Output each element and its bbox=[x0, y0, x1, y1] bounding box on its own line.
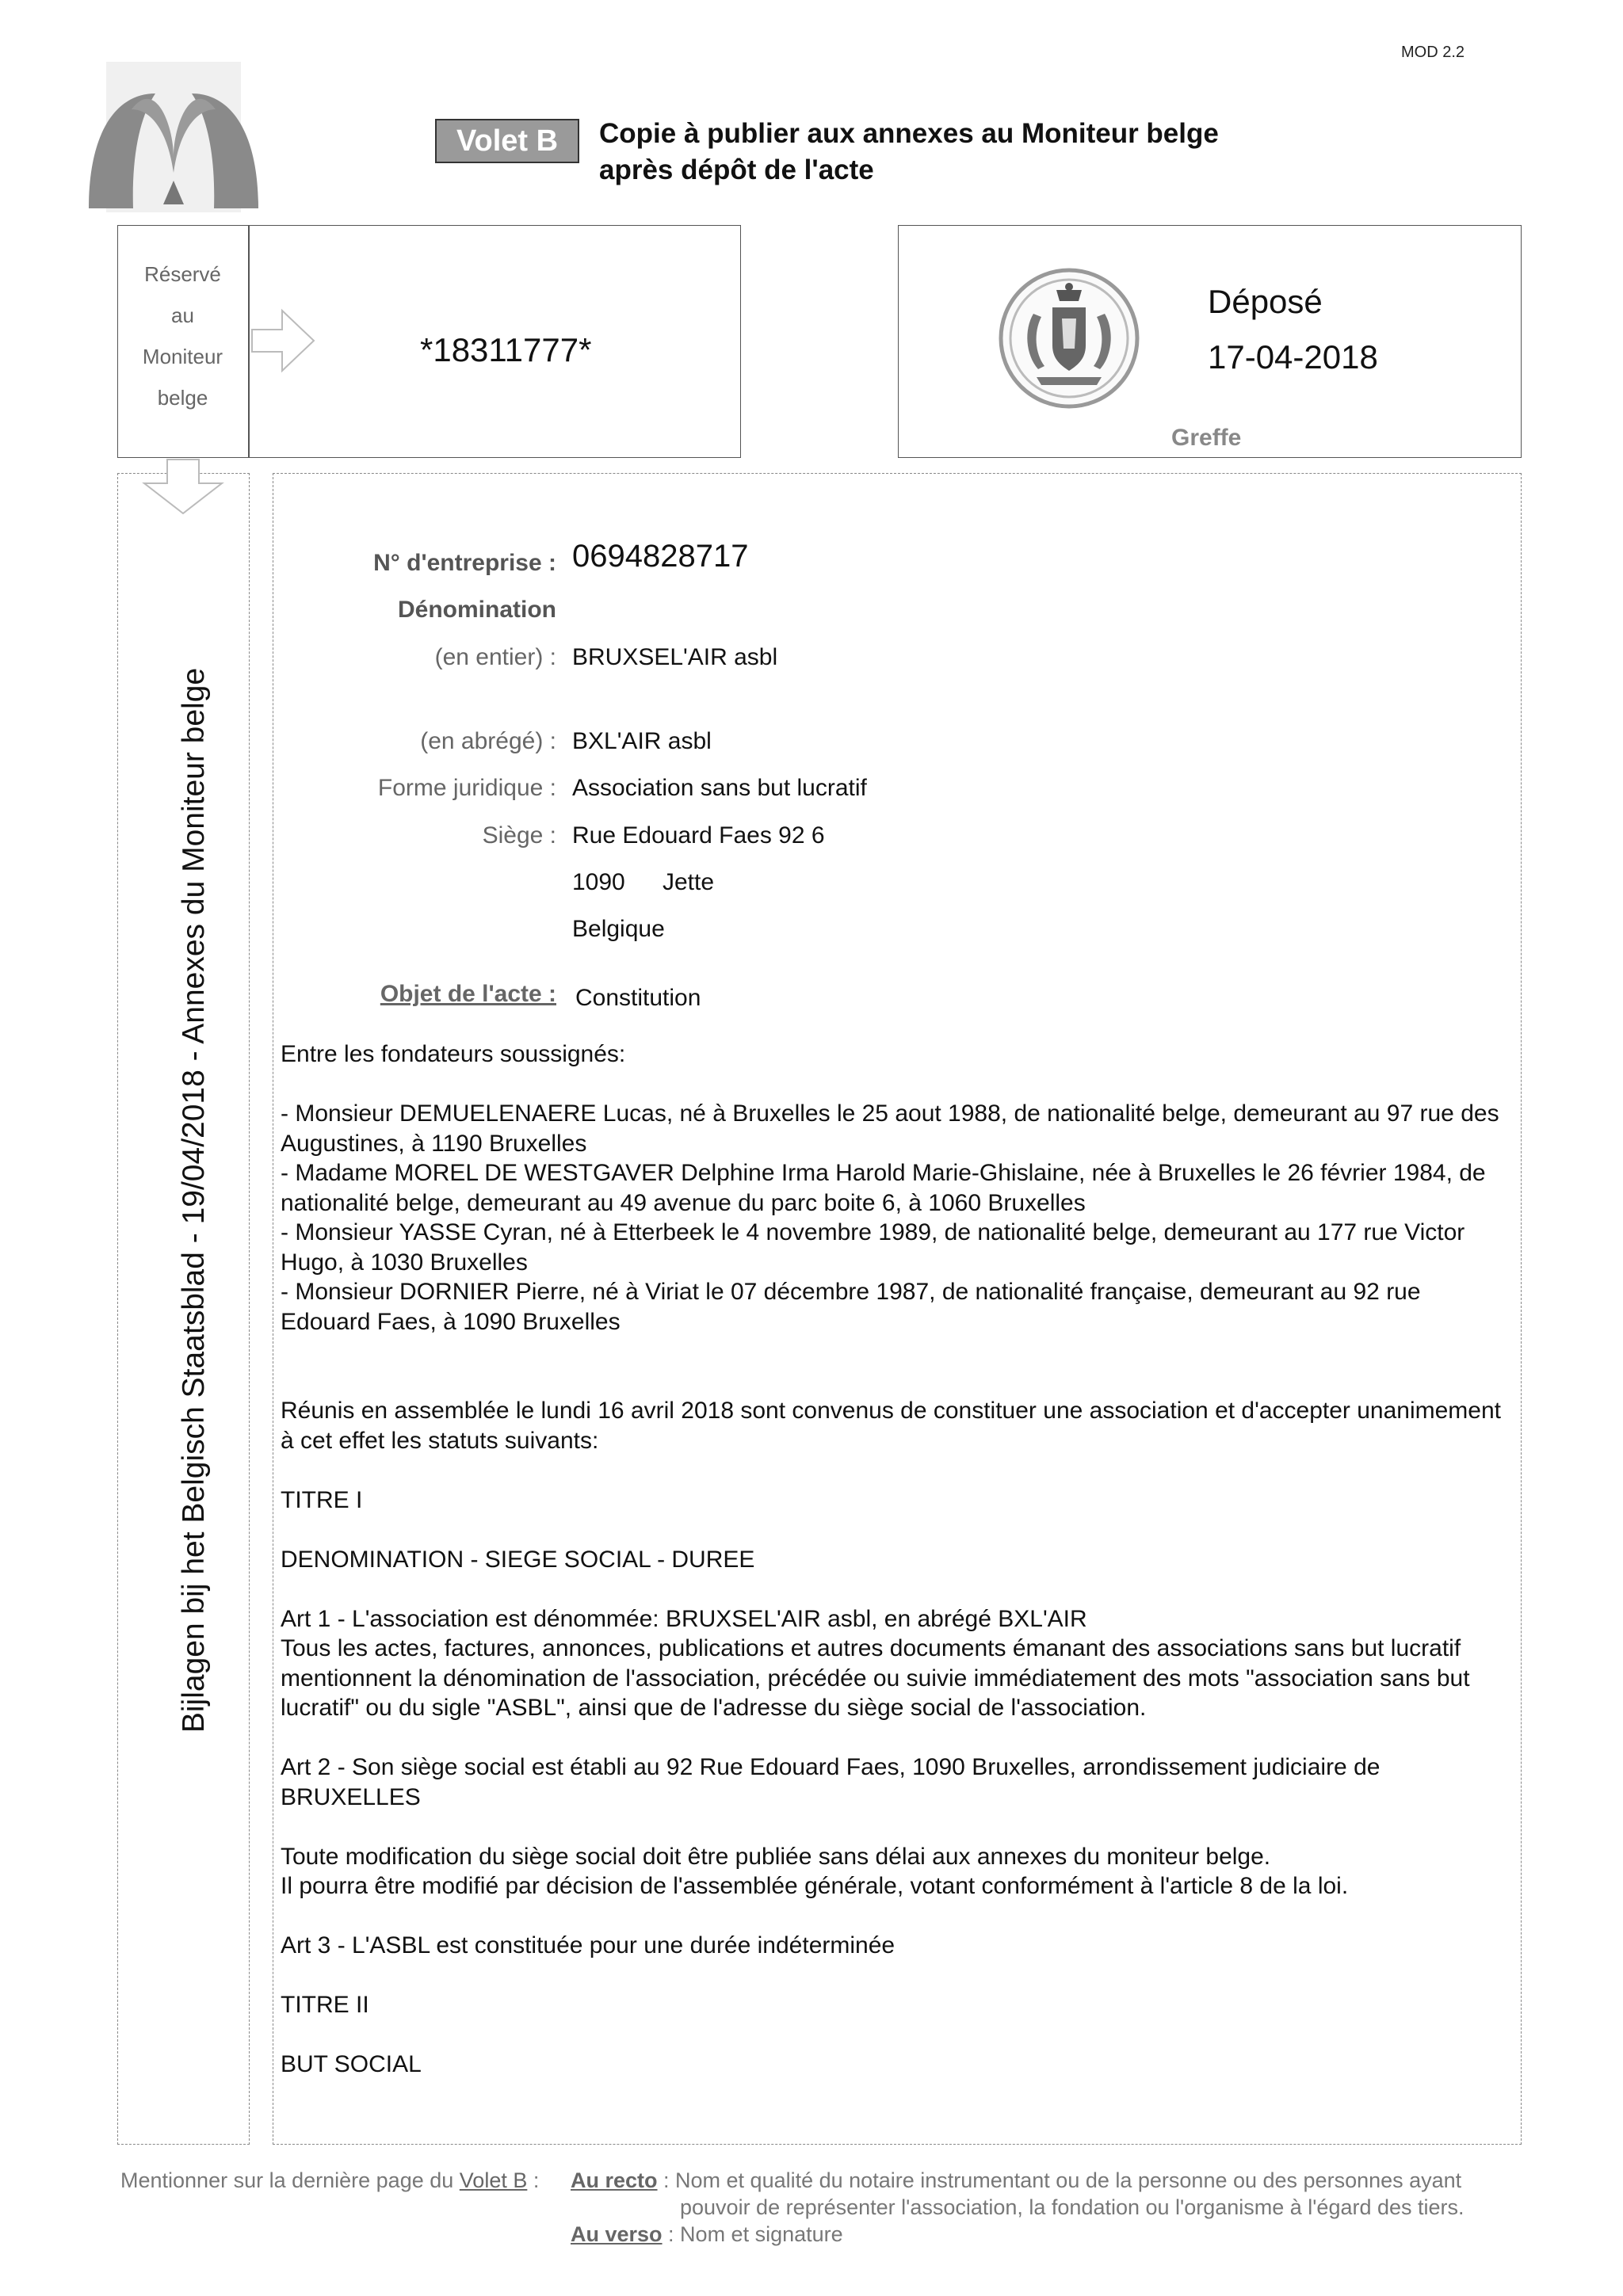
body-paragraph: Art 3 - L'ASBL est constituée pour une durée indéterminée bbox=[281, 1932, 896, 1958]
seat-label: Siège : bbox=[482, 822, 556, 849]
full-name-label: (en entier) : bbox=[434, 644, 556, 670]
seat-postcode: 1090 bbox=[572, 869, 625, 895]
legal-form-value: Association sans but lucratif bbox=[572, 775, 867, 801]
body-paragraph: Tous les actes, factures, annonces, publications et autres documents émanant des associations sans but lucratif mentionnent la dénomination de l'association, précédée ou suivie immédiatement des mots "association sans but lucratif" ou du sigle "ASBL", ainsi que de l'adresse du siège social de l'association. bbox=[281, 1635, 1470, 1721]
footer-volet-link: Volet B bbox=[459, 2168, 528, 2192]
enterprise-number-label: N° d'entreprise : bbox=[373, 550, 556, 576]
body-paragraph: DENOMINATION - SIEGE SOCIAL - DUREE bbox=[281, 1546, 755, 1573]
paragraph-gap bbox=[281, 1515, 1517, 1545]
paragraph-gap bbox=[281, 1337, 1517, 1367]
registry-label: Greffe bbox=[1171, 425, 1242, 451]
object-label: Objet de l'acte : bbox=[380, 981, 556, 1007]
recto-label: Au recto bbox=[571, 2168, 658, 2192]
verso-label: Au verso bbox=[571, 2222, 663, 2246]
paragraph-gap bbox=[281, 1812, 1517, 1842]
footer-prefix: Mentionner sur la dernière page du bbox=[120, 2168, 460, 2192]
paragraph-gap bbox=[281, 1574, 1517, 1604]
footer-suffix: : bbox=[527, 2168, 540, 2192]
body-paragraph: Il pourra être modifié par décision de l'assemblée générale, votant conformément à l'article 8 de la loi. bbox=[281, 1873, 1349, 1899]
footer-mention bbox=[120, 2167, 539, 2194]
paragraph-gap bbox=[281, 1455, 1517, 1486]
reserve-line: Moniteur bbox=[142, 345, 223, 368]
body-paragraph: - Monsieur DORNIER Pierre, né à Viriat le 07 décembre 1987, de nationalité française, demeurant au 92 rue Edouard Faes, à 1090 Bruxelles bbox=[281, 1279, 1421, 1335]
seat-street: Rue Edouard Faes 92 6 bbox=[572, 822, 825, 849]
paragraph-gap bbox=[281, 1070, 1517, 1100]
body-paragraph: TITRE I bbox=[281, 1486, 363, 1513]
volet-badge: Volet B bbox=[435, 119, 579, 163]
coat-of-arms-seal-icon bbox=[997, 266, 1141, 410]
form-code: MOD 2.2 bbox=[1401, 44, 1465, 61]
body-paragraph: Art 1 - L'association est dénommée: BRUXSEL'AIR asbl, en abrégé BXL'AIR bbox=[281, 1605, 1087, 1632]
object-value: Constitution bbox=[575, 985, 701, 1011]
body-paragraph: Entre les fondateurs soussignés: bbox=[281, 1041, 626, 1067]
full-name-value: BRUXSEL'AIR asbl bbox=[572, 644, 778, 670]
paragraph-gap bbox=[281, 1901, 1517, 1932]
moniteur-logo bbox=[84, 62, 263, 212]
publication-number: *18311777* bbox=[420, 331, 592, 368]
deposit-label: Déposé bbox=[1208, 283, 1323, 320]
reserve-line: Réservé bbox=[144, 262, 221, 286]
body-paragraph: Art 2 - Son siège social est établi au 92 Rue Edouard Faes, 1090 Bruxelles, arrondissement judiciaire de BRUXELLES bbox=[281, 1754, 1381, 1810]
deposit-info bbox=[1208, 274, 1378, 385]
short-name-value: BXL'AIR asbl bbox=[572, 728, 712, 754]
body-paragraph: TITRE II bbox=[281, 1992, 369, 2018]
deposit-date: 17-04-2018 bbox=[1208, 338, 1378, 376]
enterprise-number: 0694828717 bbox=[572, 539, 749, 574]
reserve-line: belge bbox=[157, 386, 208, 410]
recto-text-2: pouvoir de représenter l'association, la fondation ou l'organisme à l'égard des tiers. bbox=[680, 2195, 1465, 2219]
reserve-label bbox=[117, 254, 248, 418]
side-caption: Bijlagen bij het Belgisch Staatsblad - 19/04/2018 - Annexes du Moniteur belge bbox=[177, 667, 211, 1733]
footer-instructions bbox=[571, 2167, 1465, 2248]
seat-country: Belgique bbox=[572, 916, 665, 942]
body-paragraph: - Monsieur DEMUELENAERE Lucas, né à Bruxelles le 25 aout 1988, de nationalité belge, demeurant au 97 rue des Augustines, à 1190 Bruxelles bbox=[281, 1100, 1499, 1157]
act-body bbox=[281, 1039, 1517, 2080]
body-paragraph: Toute modification du siège social doit être publiée sans délai aux annexes du moniteur belge. bbox=[281, 1843, 1271, 1870]
verso-text: : Nom et signature bbox=[662, 2222, 843, 2246]
title-line-1: Copie à publier aux annexes au Moniteur belge bbox=[599, 118, 1219, 149]
title-line-2: après dépôt de l'acte bbox=[599, 154, 874, 185]
object-label-wrap bbox=[49, 981, 556, 1008]
recto-text: : Nom et qualité du notaire instrumentant ou de la personne ou des personnes ayant bbox=[657, 2168, 1462, 2192]
seat-city: Jette bbox=[663, 869, 715, 895]
body-paragraph: BUT SOCIAL bbox=[281, 2051, 422, 2077]
legal-form-label: Forme juridique : bbox=[377, 775, 556, 801]
arrow-down-icon bbox=[141, 458, 225, 515]
body-paragraph: - Madame MOREL DE WESTGAVER Delphine Irma Harold Marie-Ghislaine, née à Bruxelles le 26 février 1984, de nationalité belge, demeurant au 49 avenue du parc boite 6, à 1060 Bruxelles bbox=[281, 1160, 1486, 1216]
body-paragraph: - Monsieur YASSE Cyran, né à Etterbeek le 4 novembre 1989, de nationalité belge, demeurant au 177 rue Victor Hugo, à 1030 Bruxelles bbox=[281, 1219, 1465, 1276]
paragraph-gap bbox=[281, 1723, 1517, 1753]
paragraph-gap bbox=[281, 1961, 1517, 1991]
short-name-label: (en abrégé) : bbox=[420, 728, 556, 754]
denomination-label: Dénomination bbox=[398, 597, 556, 623]
document-title bbox=[599, 116, 1219, 189]
paragraph-gap bbox=[281, 2020, 1517, 2050]
paragraph-gap bbox=[281, 1367, 1517, 1397]
reserve-line: au bbox=[171, 303, 194, 327]
body-paragraph: Réunis en assemblée le lundi 16 avril 2018 sont convenus de constituer une association et d'accepter unanimement à cet effet les statuts suivants: bbox=[281, 1398, 1502, 1454]
